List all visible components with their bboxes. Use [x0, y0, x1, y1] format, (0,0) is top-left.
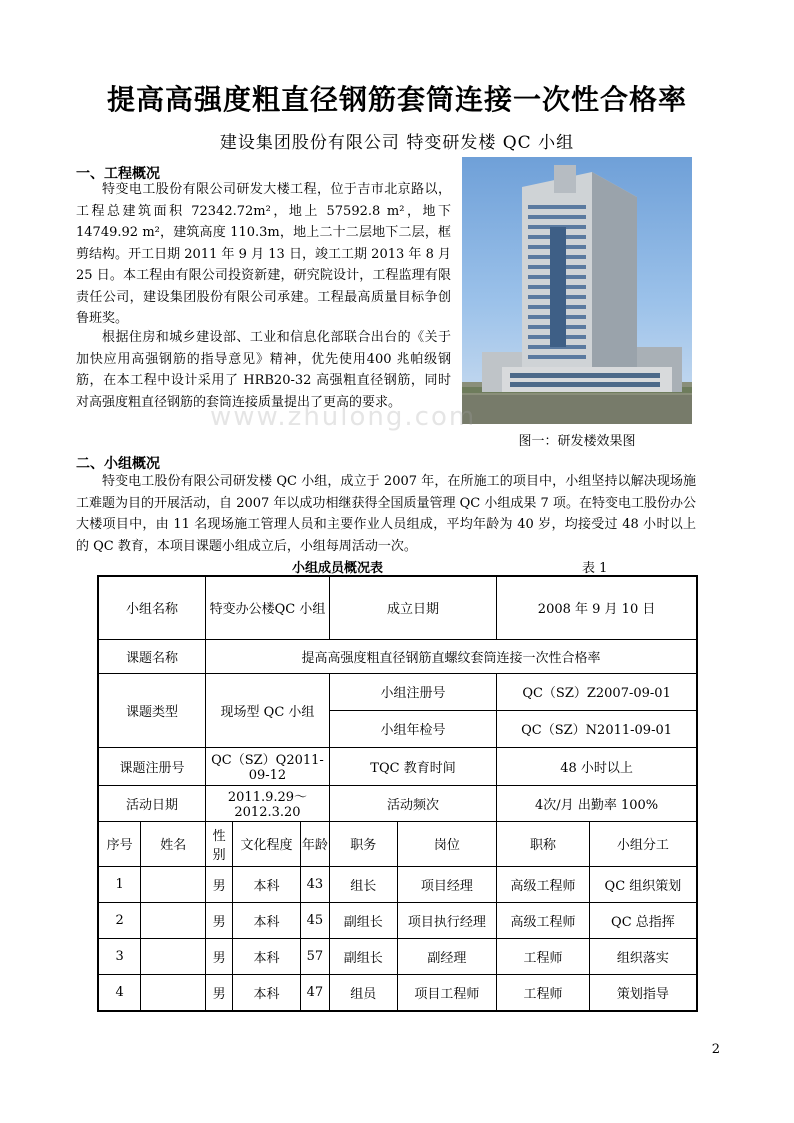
header-education: 文化程度: [233, 821, 301, 866]
group-name-label: 小组名称: [98, 576, 206, 639]
topic-reg-value: QC（SZ）Q2011-09-12: [206, 747, 330, 785]
member-name: [141, 938, 206, 974]
frequency-value: 4次/月 出勤率 100%: [497, 785, 697, 821]
member-title: 工程师: [497, 938, 590, 974]
member-education: 本科: [233, 938, 301, 974]
member-role: QC 总指挥: [589, 902, 697, 938]
section2-heading: 二、小组概况: [76, 456, 160, 472]
header-role: 小组分工: [589, 821, 697, 866]
member-role: 组织落实: [589, 938, 697, 974]
member-post: 项目工程师: [397, 974, 497, 1011]
member-education: 本科: [233, 866, 301, 902]
topic-type-label: 课题类型: [98, 673, 206, 747]
member-age: 43: [300, 866, 329, 902]
header-no: 序号: [98, 821, 141, 866]
member-post: 项目执行经理: [397, 902, 497, 938]
member-duty: 副组长: [329, 902, 397, 938]
member-name: [141, 974, 206, 1011]
topic-label: 课题名称: [98, 639, 206, 673]
activity-date-label: 活动日期: [98, 785, 206, 821]
table-number: 表 1: [582, 561, 608, 576]
member-sex: 男: [206, 938, 233, 974]
reg-no-label: 小组注册号: [329, 673, 496, 710]
check-no-label: 小组年检号: [329, 710, 496, 747]
header-sex: 性别: [206, 821, 233, 866]
member-education: 本科: [233, 974, 301, 1011]
table-row: [98, 974, 697, 1011]
document-title: 提高高强度粗直径钢筋套筒连接一次性合格率: [106, 83, 687, 116]
frequency-label: 活动频次: [329, 785, 496, 821]
member-duty: 副组长: [329, 938, 397, 974]
section1-paragraph2: 根据住房和城乡建设部、工业和信息化部联合出台的《关于加快应用高强钢筋的指导意见》精神，优先使用400 兆帕级钢筋，在本工程中设计采用了 HRB20-32 高强粗直径钢筋，同时对高强度粗直径钢筋的套筒连接质量提出了更高的要求。: [76, 330, 451, 410]
member-no: 4: [98, 974, 141, 1011]
document-subtitle: 建设集团股份有限公司 特变研发楼 QC 小组: [219, 133, 575, 153]
member-header-row: [98, 821, 697, 866]
section1-heading: 一、工程概况: [76, 166, 160, 182]
reg-no-value: QC（SZ）Z2007-09-01: [497, 673, 697, 710]
member-sex: 男: [206, 974, 233, 1011]
check-no-value: QC（SZ）N2011-09-01: [497, 710, 697, 747]
figure-caption: 图一：研发楼效果图: [518, 434, 636, 449]
group-member-table: [97, 575, 698, 1012]
building-rendering-image: [462, 157, 692, 424]
watermark-text: www.zhulong.com: [210, 402, 477, 432]
tqc-value: 48 小时以上: [497, 747, 697, 785]
member-name: [141, 866, 206, 902]
member-role: QC 组织策划: [589, 866, 697, 902]
tqc-label: TQC 教育时间: [329, 747, 496, 785]
section1-paragraph1: 特变电工股份有限公司研发大楼工程，位于吉市北京路以，工程总建筑面积 72342.72m²，地上 57592.8 m²，地下 14749.92 m²，建筑高度 110.3m，地上二十二层地下二层，框剪结构。开工日期 2011 年 9 月 13 日，竣工工期 2013 年 8 月 25 日。本工程由有限公司投资新建，研究院设计，工程监理有限责任公司，建设集团股份有限公司承建。工程最高质量目标争创鲁班奖。: [76, 182, 451, 326]
found-date-label: 成立日期: [329, 576, 496, 639]
member-age: 57: [300, 938, 329, 974]
table-row: [98, 866, 697, 902]
table-caption: 小组成员概况表: [292, 561, 384, 576]
member-sex: 男: [206, 866, 233, 902]
header-duty: 职务: [329, 821, 397, 866]
found-date-value: 2008 年 9 月 10 日: [497, 576, 697, 639]
member-name: [141, 902, 206, 938]
member-sex: 男: [206, 902, 233, 938]
member-post: 项目经理: [397, 866, 497, 902]
topic-value: 提高高强度粗直径钢筋直螺纹套筒连接一次性合格率: [206, 639, 697, 673]
member-role: 策划指导: [589, 974, 697, 1011]
header-name: 姓名: [141, 821, 206, 866]
member-duty: 组长: [329, 866, 397, 902]
table-row: [98, 902, 697, 938]
member-no: 2: [98, 902, 141, 938]
topic-reg-label: 课题注册号: [98, 747, 206, 785]
member-duty: 组员: [329, 974, 397, 1011]
topic-type-value: 现场型 QC 小组: [206, 673, 330, 747]
activity-date-value: 2011.9.29～2012.3.20: [206, 785, 330, 821]
member-age: 45: [300, 902, 329, 938]
member-title: 工程师: [497, 974, 590, 1011]
table-row: [98, 938, 697, 974]
member-age: 47: [300, 974, 329, 1011]
member-no: 3: [98, 938, 141, 974]
group-name-value: 特变办公楼QC 小组: [206, 576, 330, 639]
header-age: 年龄: [300, 821, 329, 866]
header-title: 职称: [497, 821, 590, 866]
page-number: 2: [711, 1042, 720, 1057]
member-post: 副经理: [397, 938, 497, 974]
member-education: 本科: [233, 902, 301, 938]
member-no: 1: [98, 866, 141, 902]
header-post: 岗位: [397, 821, 497, 866]
member-title: 高级工程师: [497, 902, 590, 938]
section2-paragraph: 特变电工股份有限公司研发楼 QC 小组，成立于 2007 年，在所施工的项目中，小组坚持以解决现场施工难题为目的开展活动，自 2007 年以成功相继获得全国质量管理 QC 小组成果 7 项。在特变电工股份办公大楼项目中，由 11 名现场施工管理人员和主要作业人员组成，平均年龄为 40 岁，均接受过 48 小时以上的 QC 教育，本项目课题小组成立后，小组每周活动一次。: [76, 474, 696, 554]
member-title: 高级工程师: [497, 866, 590, 902]
